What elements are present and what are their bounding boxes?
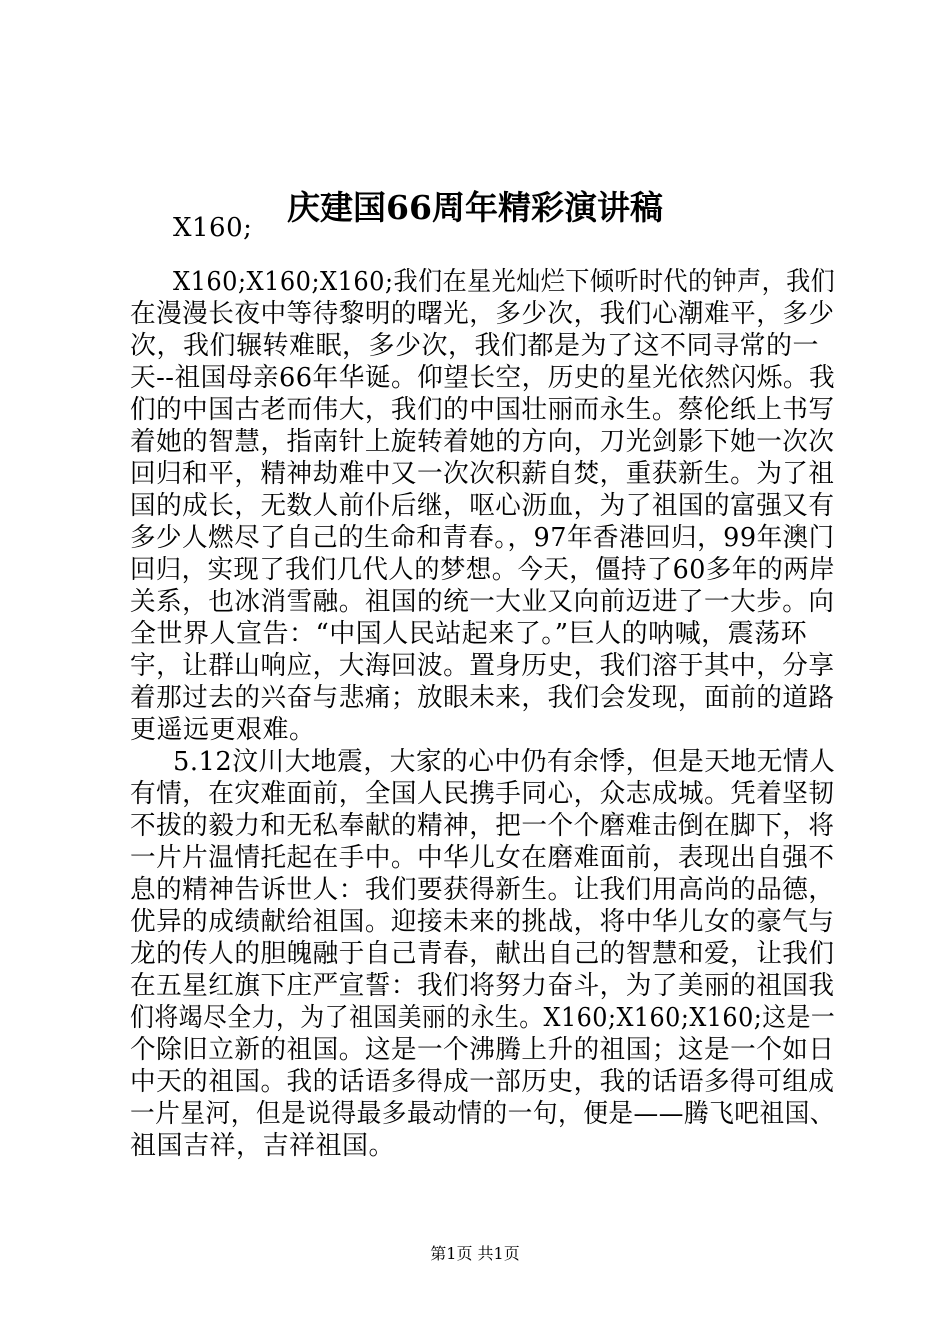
text-line: 一片星河，但是说得最多最动情的一句，便是——腾飞吧祖国、: [130, 1099, 835, 1129]
text-line: 全世界人宣告：“中国人民站起来了。”巨人的呐喊，震荡环: [130, 619, 808, 649]
page-title: 庆建国66周年精彩演讲稿: [287, 188, 663, 227]
text-line: 优异的成绩献给祖国。迎接未来的挑战，将中华儿女的豪气与: [130, 907, 835, 937]
text-line: 祖国吉祥，吉祥祖国。: [130, 1131, 396, 1161]
text-line: 在漫漫长夜中等待黎明的曙光，多少次，我们心潮难平，多少: [130, 299, 835, 329]
page-number-footer: 第1页 共1页: [430, 1244, 520, 1263]
text-line: 在五星红旗下庄严宣誓：我们将努力奋斗，为了美丽的祖国我: [130, 971, 835, 1001]
text-line: 们的中国古老而伟大，我们的中国壮丽而永生。蔡伦纸上书写: [130, 395, 835, 425]
text-line: 不拔的毅力和无私奉献的精神，把一个个磨难击倒在脚下，将: [130, 811, 835, 841]
text-line: 们将竭尽全力，为了祖国美丽的永生。X160;X160;X160;这是一: [130, 1003, 836, 1033]
text-line: 宇，让群山响应，大海回波。置身历史，我们溶于其中，分享: [130, 651, 835, 681]
text-line: 着她的智慧，指南针上旋转着她的方向，刀光剑影下她一次次: [130, 427, 835, 457]
text-line: 国的成长，无数人前仆后继，呕心沥血，为了祖国的富强又有: [130, 491, 835, 521]
text-line: 个除旧立新的祖国。这是一个沸腾上升的祖国；这是一个如日: [130, 1035, 835, 1065]
text-line: 中天的祖国。我的话语多得成一部历史，我的话语多得可组成: [130, 1067, 835, 1097]
text-line: 有情，在灾难面前，全国人民携手同心，众志成城。凭着坚韧: [130, 779, 835, 809]
text-line: 着那过去的兴奋与悲痛；放眼未来，我们会发现，面前的道路: [130, 683, 835, 713]
text-line: X160;: [173, 213, 253, 243]
text-line: 回归，实现了我们几代人的梦想。今天，僵持了60多年的两岸: [130, 555, 836, 585]
text-line: 5.12汶川大地震，大家的心中仍有余悸，但是天地无情人: [173, 747, 836, 777]
text-line: 天--祖国母亲66年华诞。仰望长空，历史的星光依然闪烁。我: [130, 363, 836, 393]
text-line: 关系，也冰消雪融。祖国的统一大业又向前迈进了一大步。向: [130, 587, 835, 617]
text-line: 回归和平，精神劫难中又一次次积薪自焚，重获新生。为了祖: [130, 459, 835, 489]
text-line: 龙的传人的胆魄融于自己青春，献出自己的智慧和爱，让我们: [130, 939, 835, 969]
text-line: 多少人燃尽了自己的生命和青春。，97年香港回归，99年澳门: [130, 523, 835, 553]
text-line: 次，我们辗转难眠，多少次，我们都是为了这不同寻常的一: [130, 331, 820, 361]
text-line: 一片片温情托起在手中。中华儿女在磨难面前，表现出自强不: [130, 843, 835, 873]
text-line: X160;X160;X160;我们在星光灿烂下倾听时代的钟声，我们: [173, 267, 836, 297]
text-line: 息的精神告诉世人：我们要获得新生。让我们用高尚的品德，: [130, 875, 835, 905]
text-line: 更遥远更艰难。: [130, 715, 316, 745]
